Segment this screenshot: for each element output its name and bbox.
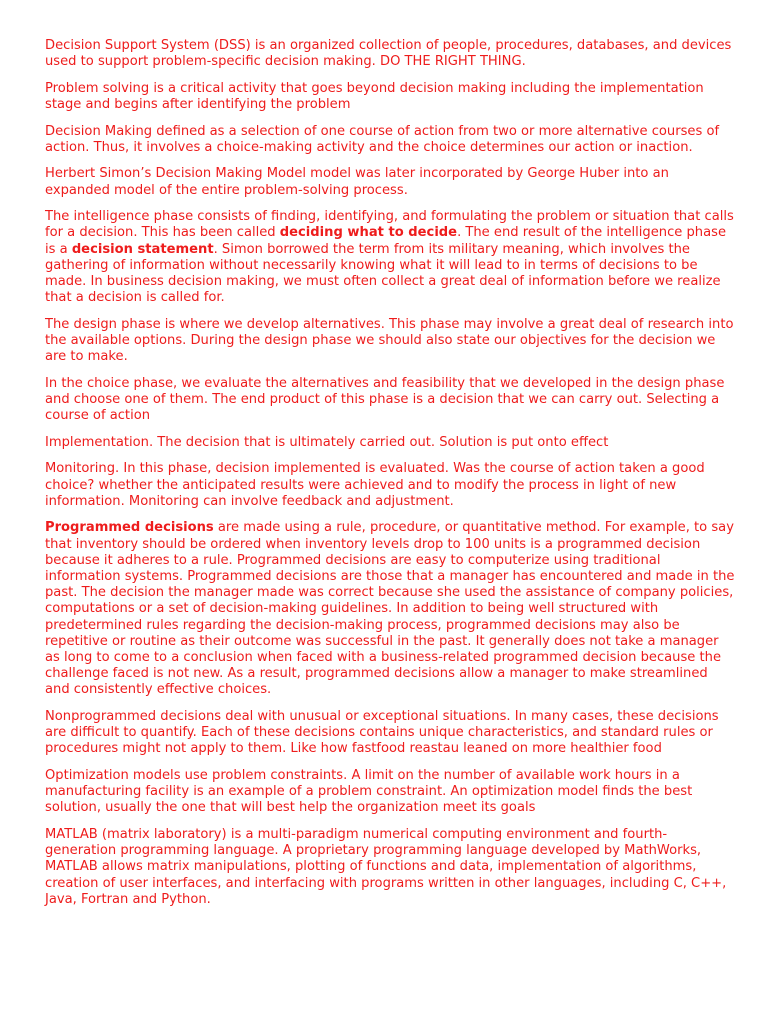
paragraph-text: Implementation. The decision that is ultimately carried out. Solution is put onto effect	[45, 434, 609, 450]
paragraph-text: Optimization models use problem constraints. A limit on the number of available work hours in a manufacturing facility is an example of a problem constraint. An optimization model finds the best solution, usually the one that will best help the organization meet its goals	[45, 768, 693, 816]
paragraph-text: In the choice phase, we evaluate the alternatives and feasibility that we developed in the design phase and choose one of them. The end product of this phase is a decision that we can carry out. Selecting a course of action	[45, 375, 725, 424]
paragraph-choice-phase	[45, 376, 735, 425]
paragraph-intelligence-phase	[45, 209, 735, 306]
paragraph-text: Nonprogrammed decisions deal with unusual or exceptional situations. In many cases, these decisions are difficult to quantify. Each of these decisions contains unique characteristics, and standard rules or procedures might not apply to them. Like how fastfood reastau leaned on more healthier food	[45, 709, 719, 757]
paragraph-text: Herbert Simon’s Decision Making Model model was later incorporated by George Huber into an expanded model of the entire problem-solving process.	[45, 166, 669, 198]
paragraph-matlab	[45, 827, 735, 908]
paragraph-text: . Simon borrowed the term from its military meaning, which involves the gathering of information without necessarily knowing what it will lead to in terms of decisions to be made. In business decision making, we must often collect a great deal of information before we realize that a decision is called for.	[45, 241, 721, 306]
paragraph-dss	[45, 38, 735, 70]
paragraph-simon-model	[45, 166, 735, 198]
paragraph-problem-solving	[45, 81, 735, 113]
paragraph-implementation	[45, 435, 735, 451]
paragraph-text: Decision Support System (DSS) is an organized collection of people, procedures, databases, and devices used to support problem-specific decision making. DO THE RIGHT THING.	[45, 38, 732, 70]
bold-term: decision statement	[71, 241, 214, 257]
paragraph-design-phase	[45, 317, 735, 366]
paragraph-programmed-decisions	[45, 520, 735, 698]
paragraph-text: Decision Making defined as a selection of one course of action from two or more alternative courses of action. Thus, it involves a choice-making activity and the choice determines our action or inaction.	[45, 123, 720, 155]
paragraph-optimization-models	[45, 768, 735, 817]
paragraph-text: MATLAB (matrix laboratory) is a multi-paradigm numerical computing environment and fourth-generation programming language. A proprietary programming language developed by MathWorks, MATLAB allows matrix manipulations, plotting of functions and data, implementation of algorithms, creation of user interfaces, and interfacing with programs written in other languages, including C, C++, Java, Fortran and Python.	[45, 827, 727, 907]
paragraph-text: are made using a rule, procedure, or quantitative method. For example, to say that inventory should be ordered when inventory levels drop to 100 units is a programmed decision because it adheres to a rule. Programmed decisions are easy to computerize using traditional information systems. Programmed decisions are those that a manager has encountered and made in the past. The decision the manager made was correct because she used the assistance of company policies, computations or a set of decision-making guidelines. In addition to being well structured with predetermined rules regarding the decision-making process, programmed decisions may also be repetitive or routine as their outcome was successful in the past. It generally does not take a manager as long to come to a conclusion when faced with a business-related programmed decision because the challenge faced is not new. As a result, programmed decisions allow a manager to make streamlined and consistently effective choices.	[45, 520, 735, 698]
document-page	[45, 38, 735, 918]
paragraph-text: Problem solving is a critical activity that goes beyond decision making including the implementation stage and begins after identifying the problem	[45, 80, 704, 112]
paragraph-monitoring	[45, 461, 735, 510]
paragraph-text: The design phase is where we develop alternatives. This phase may involve a great deal of research into the available options. During the design phase we should also state our objectives for the decision we are to make.	[45, 316, 734, 365]
bold-term: Programmed decisions	[45, 520, 214, 536]
paragraph-text: Monitoring. In this phase, decision implemented is evaluated. Was the course of action taken a good choice? whether the anticipated results were achieved and to modify the process in light of new information. Monitoring can involve feedback and adjustment.	[45, 461, 705, 509]
paragraph-decision-making	[45, 124, 735, 156]
paragraph-text: . The end result of the intelligence phase is a	[45, 225, 727, 257]
paragraph-text: The intelligence phase consists of finding, identifying, and formulating the problem or situation that calls for a decision. This has been called	[45, 209, 734, 241]
bold-term: deciding what to decide	[279, 225, 458, 241]
paragraph-nonprogrammed-decisions	[45, 709, 735, 758]
